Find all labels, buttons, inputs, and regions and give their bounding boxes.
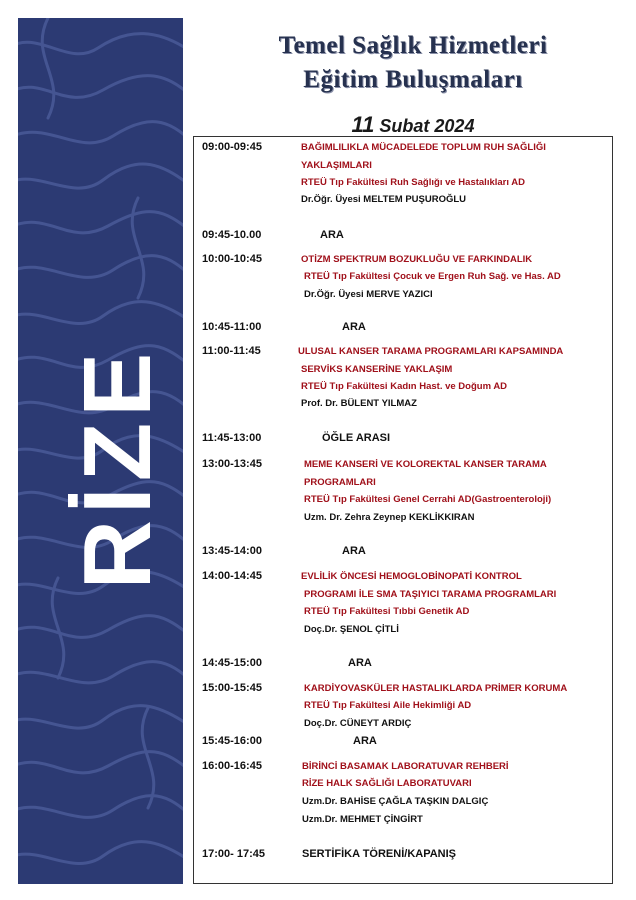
session-department: RTEÜ Tıp Fakültesi Çocuk ve Ergen Ruh Sağ. ve Has. AD — [304, 271, 561, 282]
session-title: MEME KANSERİ VE KOLOREKTAL KANSER TARAMA — [304, 459, 547, 470]
session-title-cont: PROGRAMI İLE SMA TAŞIYICI TARAMA PROGRAMLARI — [304, 589, 557, 600]
session-department: RTEÜ Tıp Fakültesi Aile Hekimliği AD — [304, 700, 472, 711]
lunch-break-label: ÖĞLE ARASI — [322, 432, 391, 444]
session-title-cont: RİZE HALK SAĞLIĞI LABORATUVARI — [302, 778, 472, 789]
session-department: RTEÜ Tıp Fakültesi Kadın Hast. ve Doğum AD — [301, 381, 508, 392]
session-title-cont: PROGRAMLARI — [304, 477, 376, 488]
session-title-cont: SERVİKS KANSERİNE YAKLAŞIM — [301, 364, 453, 375]
brand-rize: RİZE — [64, 346, 171, 590]
session-title: OTİZM SPEKTRUM BOZUKLUĞU VE FARKINDALIK — [301, 254, 533, 265]
session-speaker: Doç.Dr. ŞENOL ÇİTLİ — [304, 624, 399, 635]
event-title-line2: Eğitim Buluşmaları — [303, 66, 523, 93]
break-time: 14:45-15:00 — [202, 657, 262, 669]
closing-label: SERTİFİKA TÖRENİ/KAPANIŞ — [302, 848, 457, 860]
session-department: RTEÜ Tıp Fakültesi Tıbbi Genetik AD — [304, 606, 470, 617]
session-time: 10:00-10:45 — [202, 253, 262, 265]
session-department: RTEÜ Tıp Fakültesi Genel Cerrahi AD(Gastroenteroloji) — [304, 494, 552, 505]
session-title: ULUSAL KANSER TARAMA PROGRAMLARI KAPSAMINDA — [298, 346, 564, 357]
session-speaker: Uzm.Dr. BAHİSE ÇAĞLA TAŞKIN DALGIÇ — [302, 796, 489, 807]
session-title-cont: YAKLAŞIMLARI — [301, 160, 372, 171]
session-title: KARDİYOVASKÜLER HASTALIKLARDA PRİMER KORUMA — [304, 683, 568, 694]
lunch-break-time: 11:45-13:00 — [202, 432, 262, 444]
break-time: 13:45-14:00 — [202, 545, 262, 557]
date-day: 11 — [351, 112, 375, 137]
session-time: 09:00-09:45 — [202, 141, 262, 153]
session-title: EVLİLİK ÖNCESİ HEMOGLOBİNOPATİ KONTROL — [301, 571, 522, 582]
session-title: BİRİNCİ BASAMAK LABORATUVAR REHBERİ — [302, 761, 509, 772]
session-speaker: Dr.Öğr. Üyesi MELTEM PUŞUROĞLU — [301, 194, 467, 205]
break-label: ARA — [342, 545, 366, 557]
break-label: ARA — [342, 321, 366, 333]
session-title: BAĞIMLILIKLA MÜCADELEDE TOPLUM RUH SAĞLIĞI — [301, 142, 546, 153]
session-speaker: Dr.Öğr. Üyesi MERVE YAZICI — [304, 289, 433, 300]
break-label: ARA — [353, 735, 377, 747]
session-speaker: Prof. Dr. BÜLENT YILMAZ — [301, 398, 417, 409]
session-department: RTEÜ Tıp Fakültesi Ruh Sağlığı ve Hastalıkları AD — [301, 177, 526, 188]
break-label: ARA — [348, 657, 372, 669]
session-speaker: Uzm. Dr. Zehra Zeynep KEKLİKKIRAN — [304, 512, 475, 523]
break-label: ARA — [320, 229, 344, 241]
session-time: 14:00-14:45 — [202, 570, 262, 582]
session-time: 11:00-11:45 — [202, 345, 261, 357]
break-time: 09:45-10.00 — [202, 229, 262, 241]
session-time: 16:00-16:45 — [202, 760, 262, 772]
date-month-year: Subat 2024 — [379, 116, 475, 136]
session-speaker: Doç.Dr. CÜNEYT ARDIÇ — [304, 718, 412, 729]
session-speaker-2: Uzm.Dr. MEHMET ÇİNGİRT — [302, 814, 423, 825]
session-time: 13:00-13:45 — [202, 458, 262, 470]
event-date — [190, 112, 636, 138]
closing-time: 17:00- 17:45 — [202, 848, 265, 860]
event-title-line1: Temel Sağlık Hizmetleri — [278, 32, 548, 59]
break-time: 10:45-11:00 — [202, 321, 262, 333]
break-time: 15:45-16:00 — [202, 735, 262, 747]
sidebar-banner — [18, 18, 183, 884]
session-time: 15:00-15:45 — [202, 682, 262, 694]
